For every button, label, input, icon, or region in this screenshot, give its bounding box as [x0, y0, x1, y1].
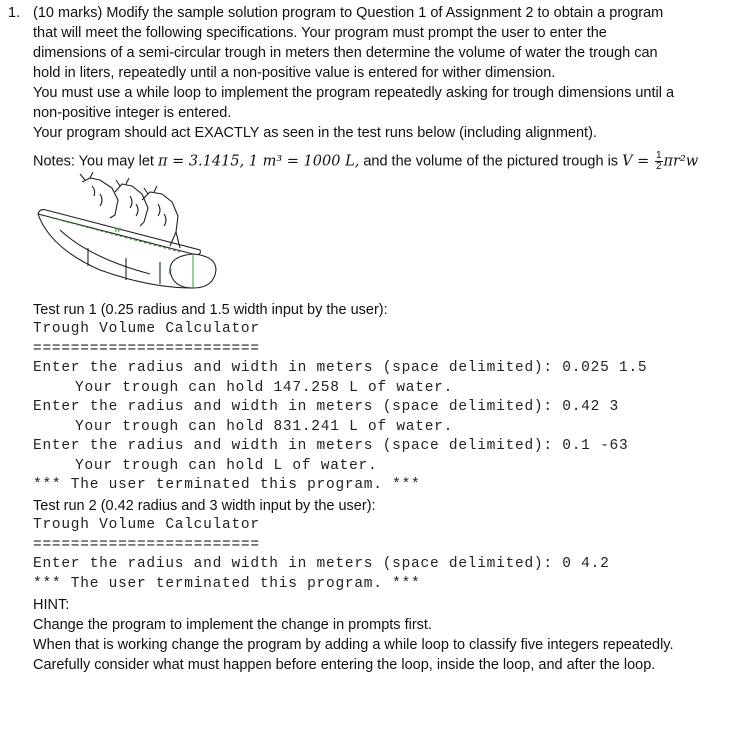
trough-cows-illustration — [30, 170, 245, 295]
test-run-1-output — [33, 320, 647, 496]
console-termination-line: *** The user terminated this program. *** — [33, 477, 421, 493]
formula-rhs: πr²w — [663, 153, 699, 170]
console-rule: ======================== — [33, 340, 260, 357]
hint-line: Carefully consider what must happen before entering the loop, inside the loop, and after the loop. — [33, 657, 656, 673]
console-rule: ======================== — [33, 536, 260, 553]
label-w: w — [114, 225, 121, 234]
console-title: Trough Volume Calculator — [33, 321, 260, 337]
console-result-line: Your trough can hold L of water. — [75, 457, 378, 474]
formula-fraction — [655, 151, 663, 172]
question-line: hold in liters, repeatedly until a non-positive value is entered for wither dimension. — [33, 65, 556, 81]
hint-line: Change the program to implement the change in prompts first. — [33, 617, 432, 633]
test-run-2-heading: Test run 2 (0.42 radius and 3 width input by the user): — [33, 498, 376, 514]
console-prompt-line: Enter the radius and width in meters (space delimited): 0.42 3 — [33, 399, 619, 415]
notes-line — [33, 151, 698, 172]
notes-prefix: Notes: You may let — [33, 153, 158, 170]
console-prompt-line: Enter the radius and width in meters (space delimited): 0.1 -63 — [33, 438, 629, 454]
console-prompt-line: Enter the radius and width in meters (space delimited): 0 4.2 — [33, 556, 610, 572]
question-line: (10 marks) Modify the sample solution program to Question 1 of Assignment 2 to obtain a program — [33, 5, 664, 21]
hint-label: HINT: — [33, 597, 70, 613]
hint-section — [33, 595, 674, 675]
question-text — [33, 3, 674, 143]
hint-line: When that is working change the program by adding a while loop to classify five integers repeatedly. — [33, 637, 674, 653]
notes-mid: and the volume of the pictured trough is — [359, 153, 623, 170]
console-termination-line: *** The user terminated this program. *** — [33, 575, 421, 592]
test-run-1-heading: Test run 1 (0.25 radius and 1.5 width input by the user): — [33, 302, 388, 318]
notes-constants: π = 3.1415, 1 m³ = 1000 L, — [157, 153, 360, 170]
question-line: dimensions of a semi-circular trough in meters then determine the volume of water the trough can — [33, 45, 658, 61]
question-line: that will meet the following specifications. Your program must prompt the user to enter the — [33, 25, 607, 41]
console-prompt-line: Enter the radius and width in meters (space delimited): 0.025 1.5 — [33, 360, 648, 376]
label-r: r — [168, 267, 172, 276]
question-number: 1. — [8, 5, 21, 21]
formula-lhs: V = — [622, 153, 654, 170]
test-run-2-output — [33, 516, 610, 594]
formula-numerator: 1 — [655, 150, 662, 161]
console-result-line: Your trough can hold 831.241 L of water. — [75, 418, 454, 435]
question-line: non-positive integer is entered. — [33, 105, 232, 121]
console-result-line: Your trough can hold 147.258 L of water. — [75, 379, 454, 396]
console-title: Trough Volume Calculator — [33, 517, 260, 533]
question-line: Your program should act EXACTLY as seen in the test runs below (including alignment). — [33, 125, 597, 141]
formula-denominator: 2 — [655, 161, 662, 172]
question-line: You must use a while loop to implement the program repeatedly asking for trough dimensions until a — [33, 85, 675, 101]
